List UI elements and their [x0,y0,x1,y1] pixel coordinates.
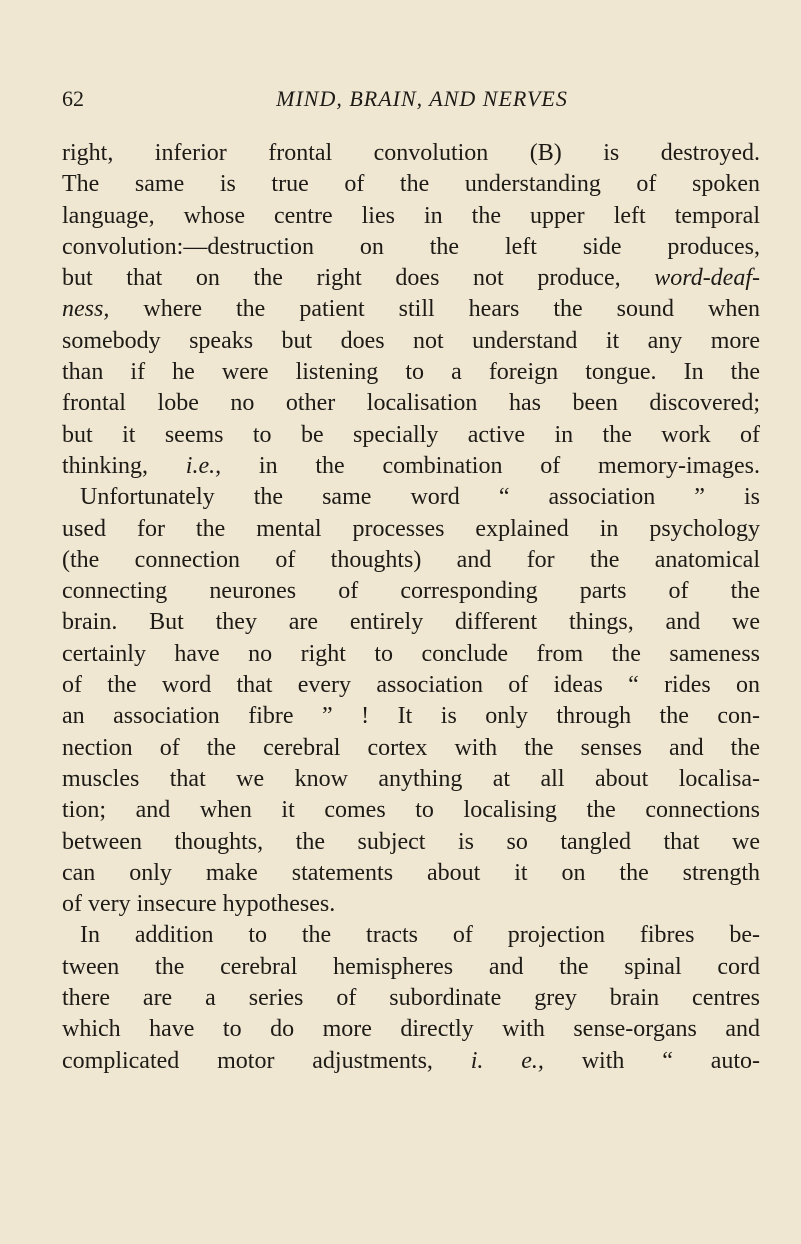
text-line [62,889,760,920]
text-span: of the word that every association of ideas “ rides on [62,672,760,699]
running-title: MIND, BRAIN, AND NERVES [276,86,568,111]
text-line [62,701,760,732]
text-span: tween the cerebral hemispheres and the spinal cord [62,953,760,980]
italic-text: i. e., [470,1047,544,1074]
text-span: an association fibre ” ! It is only through the con- [62,703,760,730]
text-line [62,607,760,638]
text-line [62,138,760,169]
text-line [62,858,760,889]
text-line [62,294,760,325]
text-span: language, whose centre lies in the upper left temporal [62,202,760,229]
text-span: which have to do more directly with sense-organs and [62,1016,760,1043]
text-span: but it seems to be specially active in the work of [62,421,760,448]
text-line [62,169,760,200]
text-span: In addition to the tracts of projection fibres be- [80,922,760,949]
italic-text: word-deaf- [654,265,760,292]
text-span: certainly have no right to conclude from the sameness [62,640,760,667]
text-line [62,263,760,294]
page-header [62,86,762,120]
text-line [62,920,760,951]
body-text [62,138,760,1077]
text-line [62,576,760,607]
text-span: in the combination of memory-images. [221,452,760,479]
text-line [62,545,760,576]
text-span: brain. But they are entirely different things, and we [62,609,760,636]
text-line [62,670,760,701]
text-span: The same is true of the understanding of spoken [62,171,760,198]
text-span: connecting neurones of corresponding parts of the [62,578,760,605]
text-line [62,232,760,263]
text-span: can only make statements about it on the strength [62,859,760,886]
text-line [62,326,760,357]
text-span: (the connection of thoughts) and for the anatomical [62,546,760,573]
text-span: Unfortunately the same word “ association ” is [80,484,760,511]
text-span: right, inferior frontal convolution (B) is destroyed. [62,140,760,166]
text-line [62,827,760,858]
text-line [62,201,760,232]
text-span: tion; and when it comes to localising the connections [62,797,760,824]
text-line [62,388,760,419]
text-line [62,357,760,388]
text-span: there are a series of subordinate grey brain centres [62,985,760,1012]
text-line [62,482,760,513]
text-line [62,733,760,764]
text-line [62,451,760,482]
text-span: with “ auto- [543,1047,760,1074]
italic-text: i.e., [185,452,222,479]
text-span: thinking, [62,452,186,479]
page-number: 62 [62,86,84,111]
text-span: where the patient still hears the sound when [109,296,760,323]
text-span: nection of the cerebral cortex with the senses and the [62,734,760,761]
text-span: than if he were listening to a foreign tongue. In the [62,359,760,386]
text-span: complicated motor adjustments, [62,1047,471,1074]
text-span: muscles that we know anything at all about localisa- [62,765,760,792]
text-span: of very insecure hypotheses. [62,891,336,918]
italic-text: ness, [62,296,110,323]
text-line [62,1014,760,1045]
text-line [62,952,760,983]
text-line [62,639,760,670]
text-span: but that on the right does not produce, [62,265,655,292]
text-line [62,514,760,545]
text-line [62,1046,760,1077]
text-span: between thoughts, the subject is so tangled that we [62,828,760,855]
text-span: somebody speaks but does not understand it any more [62,327,760,354]
text-line [62,795,760,826]
text-line [62,764,760,795]
text-span: convolution:—destruction on the left side produces, [62,233,760,260]
text-line [62,420,760,451]
text-span: frontal lobe no other localisation has been discovered; [62,390,760,417]
text-span: used for the mental processes explained in psychology [62,515,760,542]
text-line [62,983,760,1014]
